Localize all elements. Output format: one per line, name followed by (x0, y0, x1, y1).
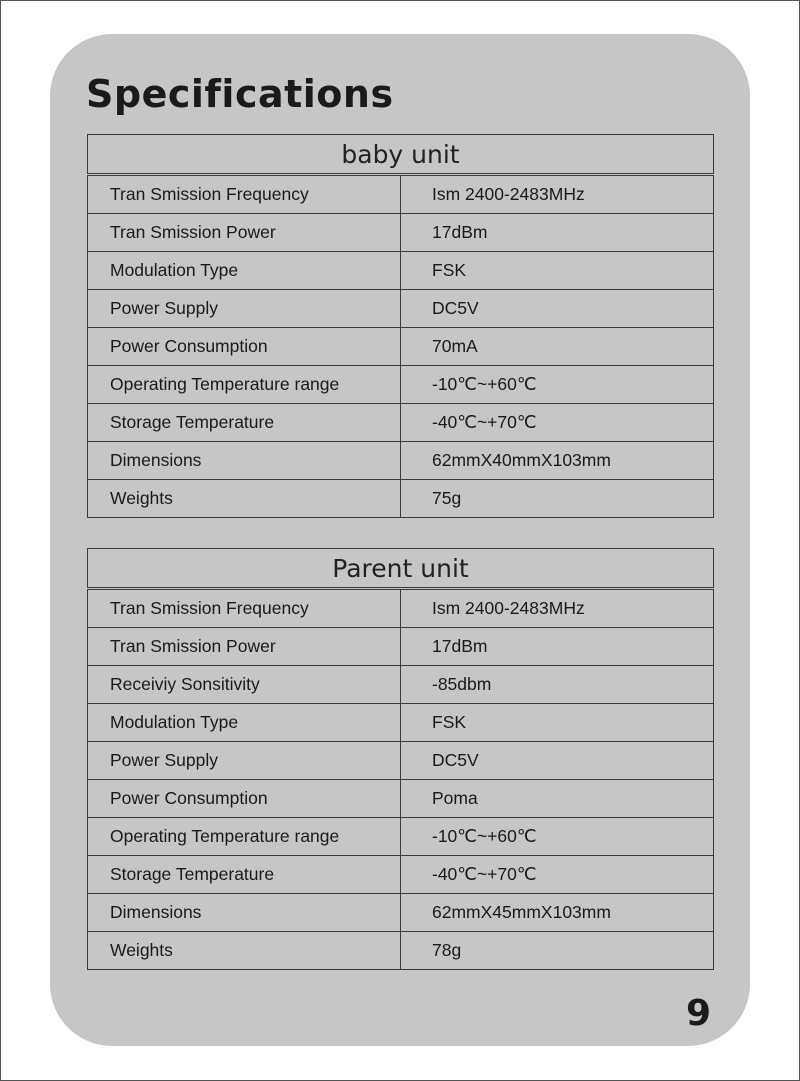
page-title: Specifications (86, 72, 394, 116)
parent-unit-table (87, 548, 714, 970)
table-row (88, 590, 714, 628)
spec-value: DC5V (401, 742, 714, 780)
table-row (88, 628, 714, 666)
spec-value: 62mmX40mmX103mm (401, 442, 714, 480)
spec-value: 70mA (401, 328, 714, 366)
baby-unit-heading: baby unit (88, 135, 714, 174)
spec-label: Operating Temperature range (88, 366, 401, 404)
spec-label: Power Supply (88, 742, 401, 780)
table-row (88, 214, 714, 252)
table-row (88, 480, 714, 518)
spec-label: Power Consumption (88, 780, 401, 818)
spec-label: Modulation Type (88, 704, 401, 742)
table-row (88, 818, 714, 856)
spec-label: Tran Smission Power (88, 214, 401, 252)
spec-label: Storage Temperature (88, 856, 401, 894)
spec-value: 17dBm (401, 628, 714, 666)
baby-unit-table (87, 134, 714, 518)
table-row (88, 742, 714, 780)
table-row (88, 704, 714, 742)
parent-unit-heading: Parent unit (88, 549, 714, 588)
table-row (88, 404, 714, 442)
spec-value: 75g (401, 480, 714, 518)
spec-value: -40℃~+70℃ (401, 404, 714, 442)
table-row (88, 780, 714, 818)
spec-label: Weights (88, 932, 401, 970)
spec-value: DC5V (401, 290, 714, 328)
table-row (88, 856, 714, 894)
spec-value: 78g (401, 932, 714, 970)
spec-label: Storage Temperature (88, 404, 401, 442)
table-row (88, 894, 714, 932)
spec-label: Tran Smission Frequency (88, 590, 401, 628)
table-row (88, 252, 714, 290)
spec-value: FSK (401, 252, 714, 290)
spec-value: -40℃~+70℃ (401, 856, 714, 894)
spec-value: Ism 2400-2483MHz (401, 590, 714, 628)
table-row (88, 366, 714, 404)
spec-label: Power Supply (88, 290, 401, 328)
spec-value: 62mmX45mmX103mm (401, 894, 714, 932)
spec-value: -85dbm (401, 666, 714, 704)
table-row (88, 666, 714, 704)
spec-value: FSK (401, 704, 714, 742)
spec-label: Dimensions (88, 894, 401, 932)
spec-label: Tran Smission Power (88, 628, 401, 666)
table-row (88, 442, 714, 480)
page-number: 9 (686, 993, 712, 1034)
spec-label: Operating Temperature range (88, 818, 401, 856)
spec-label: Modulation Type (88, 252, 401, 290)
spec-value: -10℃~+60℃ (401, 818, 714, 856)
spec-label: Dimensions (88, 442, 401, 480)
spec-value: 17dBm (401, 214, 714, 252)
table-row (88, 328, 714, 366)
spec-label: Receiviy Sonsitivity (88, 666, 401, 704)
spec-value: Poma (401, 780, 714, 818)
table-row (88, 176, 714, 214)
table-row (88, 290, 714, 328)
table-row (88, 932, 714, 970)
spec-label: Power Consumption (88, 328, 401, 366)
spec-label: Weights (88, 480, 401, 518)
spec-value: Ism 2400-2483MHz (401, 176, 714, 214)
spec-label: Tran Smission Frequency (88, 176, 401, 214)
spec-value: -10℃~+60℃ (401, 366, 714, 404)
